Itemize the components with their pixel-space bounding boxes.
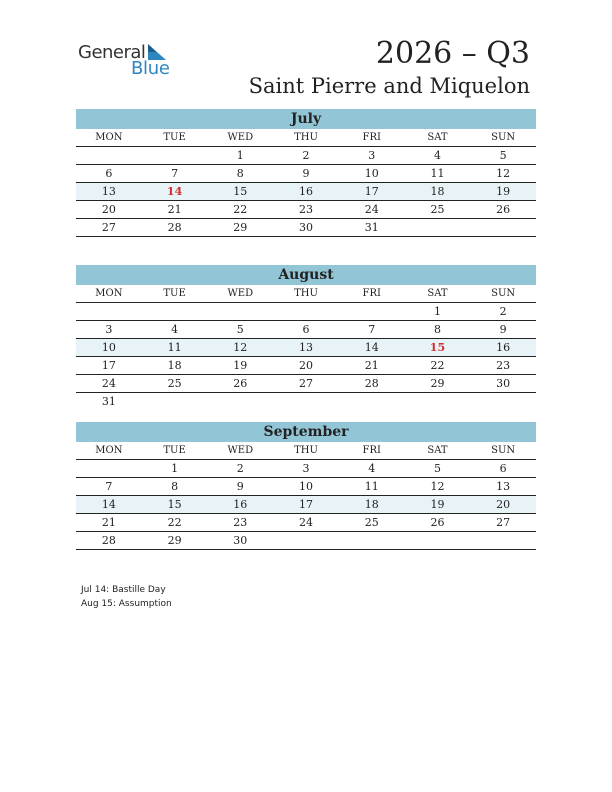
day-cell: 18 [167, 359, 182, 372]
day-cell: 14 [101, 498, 116, 511]
day-cell: 26 [496, 203, 511, 216]
day-cell: 1 [171, 462, 179, 475]
page-subtitle: Saint Pierre and Miquelon [248, 74, 530, 98]
day-cell [273, 393, 339, 410]
day-cell: 6 [105, 167, 113, 180]
day-cell: 2 [302, 149, 310, 162]
day-cell: 16 [233, 498, 248, 511]
day-cell: 4 [171, 323, 179, 336]
day-cell: 16 [299, 185, 314, 198]
day-cell: 22 [233, 203, 248, 216]
day-cell [76, 147, 142, 164]
day-cell: 30 [233, 534, 248, 547]
day-cell: 8 [433, 323, 441, 336]
day-cell: 21 [101, 516, 116, 529]
day-cell: 1 [433, 305, 441, 318]
day-cell: 3 [368, 149, 376, 162]
weekday-header-row [76, 285, 536, 303]
day-cell: 28 [167, 221, 182, 234]
day-cell: 30 [496, 377, 511, 390]
week-row [76, 321, 536, 339]
month-july [76, 109, 536, 237]
day-cell [76, 303, 142, 320]
day-cell: 13 [101, 185, 116, 198]
day-cell: 20 [299, 359, 314, 372]
day-cell [339, 393, 405, 410]
day-cell [207, 303, 273, 320]
day-cell: 13 [496, 480, 511, 493]
day-cell: 15 [429, 341, 446, 354]
weekday-label: SUN [491, 288, 516, 299]
weekday-label: SAT [427, 445, 448, 456]
day-cell [405, 393, 471, 410]
month-august [76, 265, 536, 410]
day-cell: 5 [236, 323, 244, 336]
day-cell [470, 393, 536, 410]
weekday-label: FRI [362, 288, 381, 299]
page-title: 2026 – Q3 [375, 36, 530, 71]
weekday-label: WED [227, 445, 254, 456]
day-cell: 23 [299, 203, 314, 216]
weekday-label: THU [294, 132, 318, 143]
day-cell [339, 303, 405, 320]
weekday-label: WED [227, 132, 254, 143]
day-cell: 2 [236, 462, 244, 475]
holiday-note: Aug 15: Assumption [81, 599, 172, 609]
weekday-label: TUE [163, 445, 186, 456]
day-cell: 28 [364, 377, 379, 390]
week-row [76, 393, 536, 410]
day-cell: 17 [299, 498, 314, 511]
day-cell: 19 [430, 498, 445, 511]
weekday-label: FRI [362, 132, 381, 143]
day-cell: 2 [499, 305, 507, 318]
day-cell: 3 [105, 323, 113, 336]
day-cell: 25 [430, 203, 445, 216]
week-row [76, 201, 536, 219]
weekday-label: MON [95, 132, 123, 143]
day-cell [273, 532, 339, 549]
day-cell: 13 [299, 341, 314, 354]
day-cell: 8 [171, 480, 179, 493]
day-cell: 27 [101, 221, 116, 234]
month-name: August [76, 265, 536, 285]
holiday-notes [81, 583, 172, 611]
day-cell [142, 303, 208, 320]
day-cell: 31 [364, 221, 379, 234]
day-cell: 8 [236, 167, 244, 180]
week-row [76, 514, 536, 532]
day-cell: 5 [433, 462, 441, 475]
logo-text-blue: Blue [131, 58, 170, 79]
weekday-label: SUN [491, 132, 516, 143]
day-cell: 25 [364, 516, 379, 529]
day-cell: 17 [101, 359, 116, 372]
day-cell: 23 [233, 516, 248, 529]
week-row [76, 219, 536, 237]
day-cell: 9 [499, 323, 507, 336]
day-cell: 1 [236, 149, 244, 162]
day-cell: 9 [236, 480, 244, 493]
weekday-header-row [76, 442, 536, 460]
day-cell: 21 [364, 359, 379, 372]
day-cell [470, 532, 536, 549]
day-cell [273, 303, 339, 320]
day-cell: 27 [299, 377, 314, 390]
day-cell [207, 393, 273, 410]
day-cell: 26 [430, 516, 445, 529]
day-cell: 14 [364, 341, 379, 354]
weekday-label: THU [294, 288, 318, 299]
day-cell: 7 [105, 480, 113, 493]
weekday-label: MON [95, 445, 123, 456]
holiday-note: Jul 14: Bastille Day [81, 585, 166, 595]
day-cell [405, 219, 471, 236]
day-cell: 10 [299, 480, 314, 493]
day-cell [339, 532, 405, 549]
weekday-label: FRI [362, 445, 381, 456]
day-cell: 9 [302, 167, 310, 180]
day-cell: 18 [430, 185, 445, 198]
day-cell: 30 [299, 221, 314, 234]
day-cell: 12 [496, 167, 511, 180]
day-cell [142, 393, 208, 410]
day-cell: 14 [166, 185, 183, 198]
day-cell: 10 [101, 341, 116, 354]
week-row [76, 478, 536, 496]
weekday-label: TUE [163, 132, 186, 143]
weekday-label: SAT [427, 288, 448, 299]
day-cell: 19 [233, 359, 248, 372]
week-row [76, 460, 536, 478]
week-row [76, 147, 536, 165]
logo-text-general: General [78, 42, 146, 63]
weekday-label: SUN [491, 445, 516, 456]
brand-logo [78, 42, 178, 82]
day-cell: 4 [433, 149, 441, 162]
weekday-header-row [76, 129, 536, 147]
day-cell: 17 [364, 185, 379, 198]
day-cell: 24 [364, 203, 379, 216]
weekday-label: TUE [163, 288, 186, 299]
day-cell: 5 [499, 149, 507, 162]
day-cell: 24 [101, 377, 116, 390]
day-cell: 26 [233, 377, 248, 390]
month-name: July [76, 109, 536, 129]
day-cell: 10 [364, 167, 379, 180]
week-row [76, 165, 536, 183]
weekday-label: SAT [427, 132, 448, 143]
day-cell: 12 [233, 341, 248, 354]
day-cell: 21 [167, 203, 182, 216]
day-cell: 11 [430, 167, 445, 180]
day-cell: 29 [167, 534, 182, 547]
month-name: September [76, 422, 536, 442]
weekday-label: WED [227, 288, 254, 299]
day-cell: 6 [302, 323, 310, 336]
day-cell: 4 [368, 462, 376, 475]
week-row [76, 183, 536, 201]
day-cell: 19 [496, 185, 511, 198]
day-cell: 15 [233, 185, 248, 198]
day-cell: 29 [233, 221, 248, 234]
day-cell: 23 [496, 359, 511, 372]
day-cell: 31 [101, 395, 116, 408]
day-cell: 7 [368, 323, 376, 336]
week-row [76, 357, 536, 375]
day-cell: 7 [171, 167, 179, 180]
day-cell: 28 [101, 534, 116, 547]
weekday-label: THU [294, 445, 318, 456]
week-row [76, 339, 536, 357]
day-cell: 3 [302, 462, 310, 475]
day-cell: 20 [496, 498, 511, 511]
day-cell [142, 147, 208, 164]
week-row [76, 532, 536, 550]
day-cell: 11 [167, 341, 182, 354]
day-cell: 12 [430, 480, 445, 493]
day-cell: 29 [430, 377, 445, 390]
day-cell: 11 [364, 480, 379, 493]
day-cell: 25 [167, 377, 182, 390]
day-cell: 6 [499, 462, 507, 475]
day-cell [76, 460, 142, 477]
day-cell: 16 [496, 341, 511, 354]
day-cell: 24 [299, 516, 314, 529]
day-cell: 18 [364, 498, 379, 511]
day-cell: 27 [496, 516, 511, 529]
day-cell: 22 [167, 516, 182, 529]
week-row [76, 496, 536, 514]
day-cell [405, 532, 471, 549]
day-cell: 15 [167, 498, 182, 511]
weekday-label: MON [95, 288, 123, 299]
day-cell: 20 [101, 203, 116, 216]
week-row [76, 303, 536, 321]
day-cell [470, 219, 536, 236]
day-cell: 22 [430, 359, 445, 372]
month-september [76, 422, 536, 550]
week-row [76, 375, 536, 393]
